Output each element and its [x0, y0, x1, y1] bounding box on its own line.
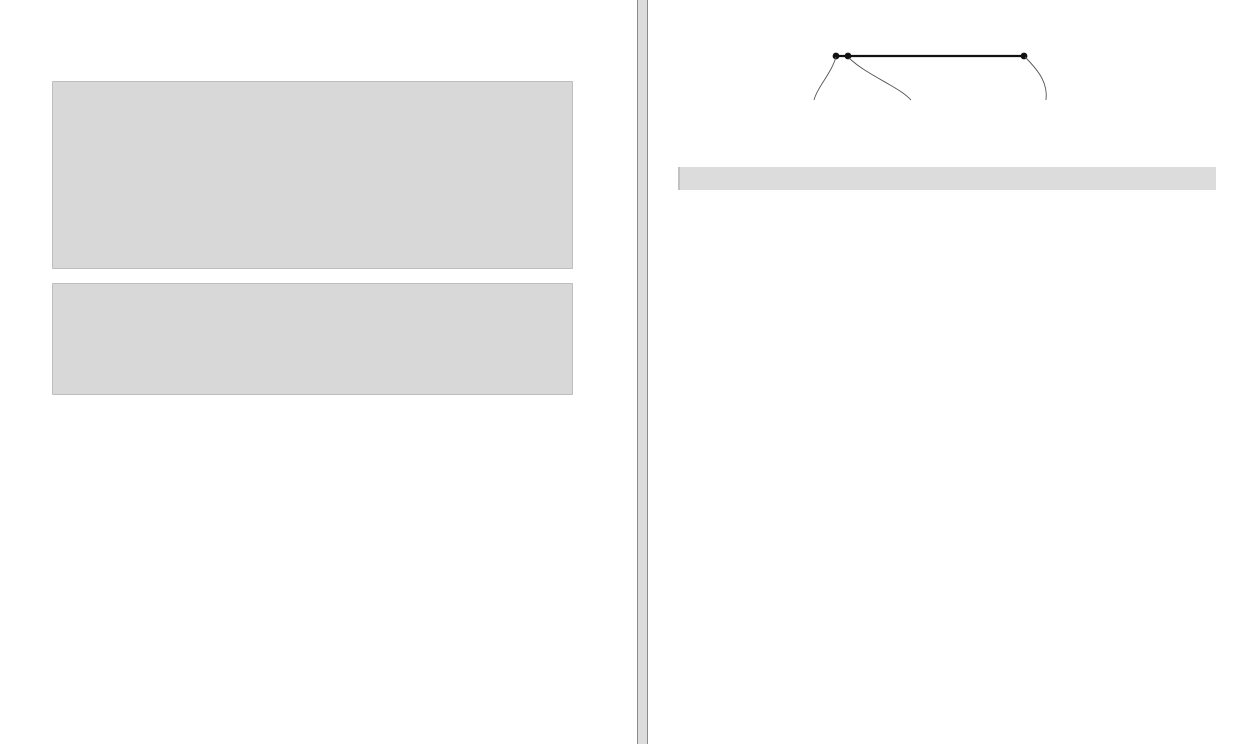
code-block-1-wrapper — [52, 81, 573, 269]
timeline-dot-second — [845, 53, 852, 60]
code-block-2 — [52, 283, 573, 395]
code-block-3 — [678, 167, 1216, 190]
code-block-1 — [52, 81, 573, 269]
page-gutter-divider — [637, 0, 648, 744]
leader-line-1 — [814, 57, 836, 100]
figure-6-2-caption — [668, 138, 1232, 153]
leader-line-3 — [1025, 57, 1046, 100]
section-heading-6-2-1 — [50, 49, 581, 69]
figure-6-1-caption — [50, 18, 581, 33]
right-page — [648, 0, 1252, 744]
leader-line-2 — [849, 58, 911, 100]
figure-6-2-labels — [668, 100, 1232, 136]
code-block-2-wrapper — [52, 283, 573, 395]
figure-6-2-diagram — [668, 24, 1232, 136]
